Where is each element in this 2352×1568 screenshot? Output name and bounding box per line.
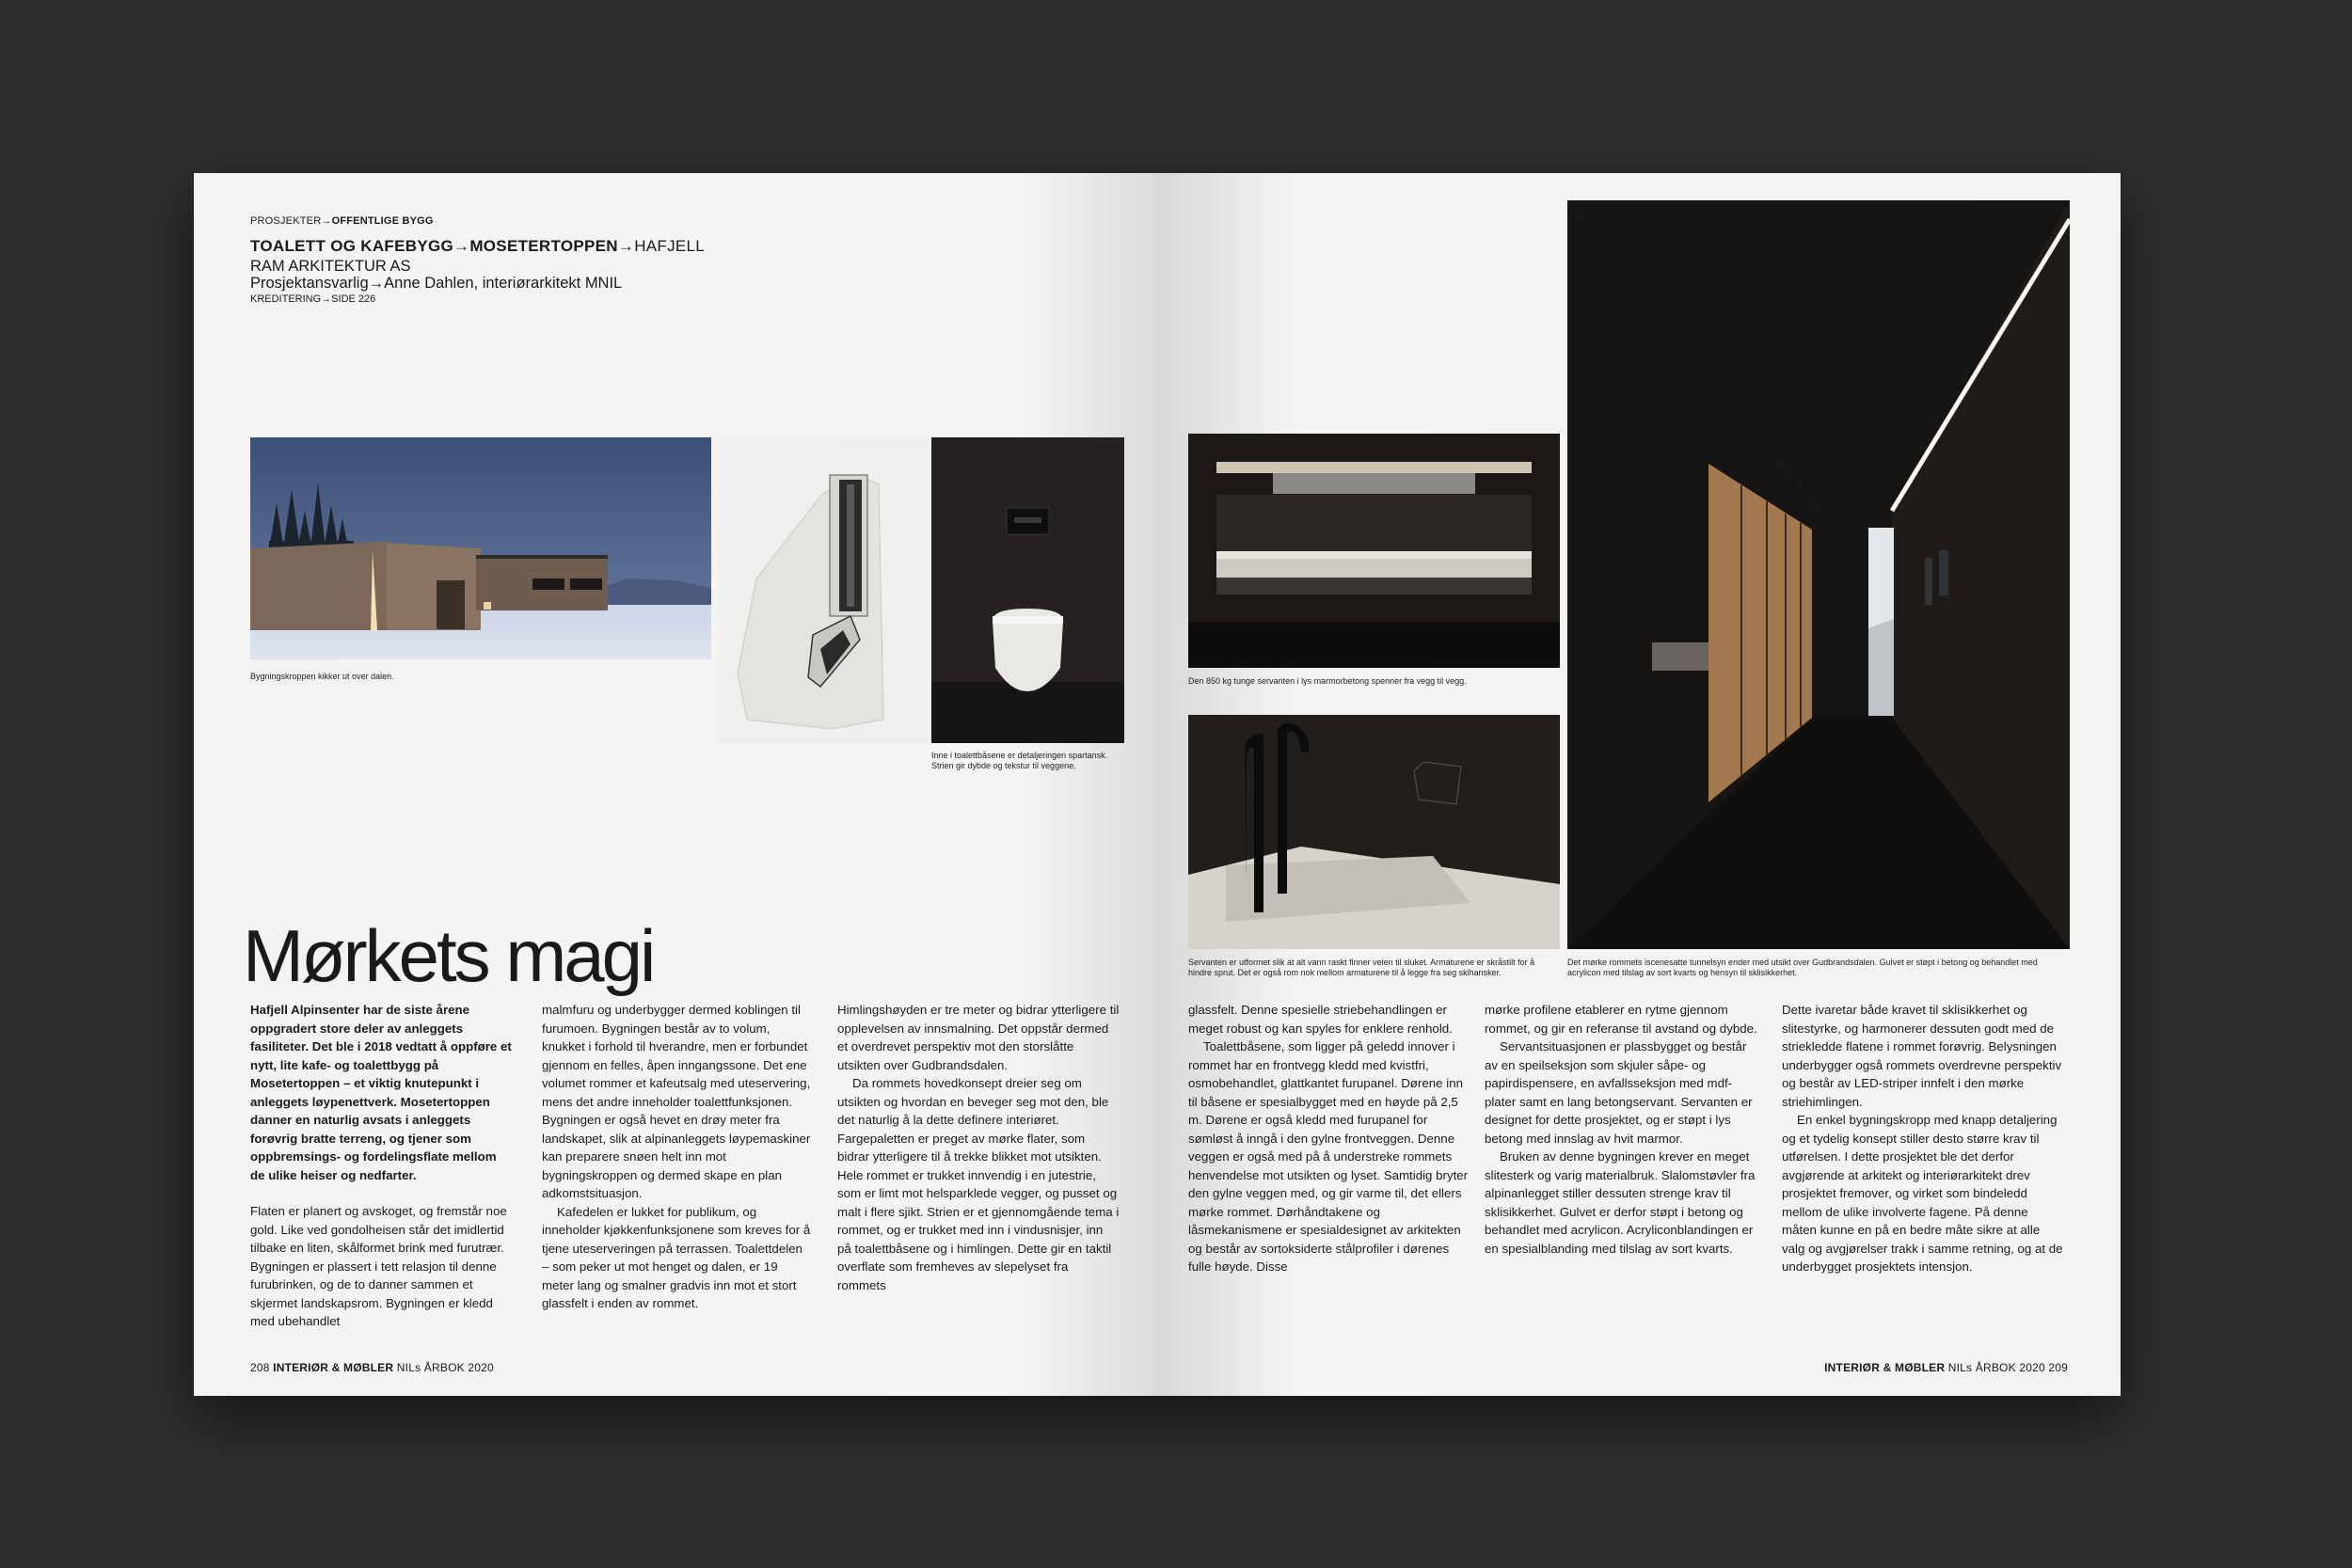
body-paragraph: mørke profilene etablerer en rytme gjennom rommet, og gir en referanse til avstand og dybde. [1485, 1003, 1757, 1036]
caption-sink: Den 850 kg tunge servanten i lys marmorbetong spenner fra vegg til vegg. [1188, 676, 1467, 686]
taps-illustration [1188, 715, 1560, 949]
caption-toilet: Inne i toalettbåsene er detaljeringen spartansk. Strien gir dybde og tekstur til veggene. [931, 751, 1108, 770]
right-folio [1824, 1361, 2068, 1374]
magazine-name: INTERIØR & MØBLER [1824, 1361, 1946, 1374]
washroom-illustration [1188, 434, 1560, 668]
kicker-arrow: → [321, 215, 332, 227]
body-paragraph: Da rommets hovedkonsept dreier seg om utsikten og hvordan en beveger seg mot den, ble det naturlig å la dette definere interiøret. Fargepaletten er preget av mørke flater, som bidrar ytterligere til å trekke blikket mot utsikten. Hele rommet er trukket innvendig i en jutestrie, som er limt mot helsparklede vegger, og pusset og malt i flere sjikt. Strien er et gjennomgående tema i rommet, og er trukket med inn i vindusnisjer, inn på toalettbåsene og i himlingen. Dette gir en taktil overflate som fremheves av slepelyset fra rommets [837, 1076, 1120, 1292]
left-page [194, 173, 1157, 1396]
text-column-2 [542, 1001, 811, 1313]
corridor-photo [1567, 200, 2070, 949]
text-column-5 [1485, 1001, 1762, 1258]
floor-plan-illustration [719, 437, 928, 743]
magazine-spread [194, 173, 2121, 1396]
body-paragraph: malmfuru og underbygger dermed koblingen til furumoen. Bygningen består av to volum, knukket i forhold til hverandre, men er forbundet gjennom en felles, åpen inngangssone. Det ene volumet rommer et kafeutsalg med uteservering, mens det andre inneholder toalettfunksjonen. Bygningen er også hevet en drøy meter fra landskapet, slik at alpinanleggets løypemaskiner kan preparere snøen helt inn mot bygningskroppen og dermed skape en plan adkomstsituasjon. [542, 1003, 811, 1200]
body-paragraph: Bruken av denne bygningen krever en meget slitesterk og varig materialbruk. Slalomstøvler fra alpinanlegget stiller dessuten strenge krav til sklisikkerhet. Gulvet er derfor støpt i betong og behandlet med acrylicon. Acryliconblandingen er en spesialblanding med tilslag av sort kvarts. [1485, 1149, 1756, 1256]
page-number: 209 [2048, 1361, 2068, 1374]
body-paragraph: En enkel bygningskropp med knapp detaljering og et tydelig konsept stiller desto større krav til utførelsen. I dette prosjektet ble det derfor avgjørende at arkitekt og interiørarkitekt drev prosjektet fremover, og virket som bindeledd mellom de ulike involverte fagene. På denne måten kunne en på en bedre måte sikre at alle valg og avgjørelser trakk i samme retning, og at de underbygget prosjektets intensjon. [1782, 1113, 2063, 1274]
project-responsible: Prosjektansvarlig→Anne Dahlen, interiørarkitekt MNIL [250, 275, 623, 292]
project-headline [250, 237, 705, 256]
credits-reference: KREDITERING→SIDE 226 [250, 293, 376, 305]
snowy-cabin-illustration [250, 437, 711, 659]
toilet-photo [931, 437, 1124, 743]
body-paragraph: Kafedelen er lukket for publikum, og inneholder kjøkkenfunksjonene som kreves for å tjene uteserveringen på terrassen. Toalettdelen – som peker ut mot henget og dalen, er 19 meter lang og smalner gradvis inn mot et stort glassfelt i enden av rommet. [542, 1204, 811, 1310]
left-folio [250, 1361, 494, 1374]
headline-part2: MOSETERTOPPEN [469, 237, 618, 255]
headline-part1: TOALETT OG KAFEBYGG [250, 237, 454, 255]
taps-photo [1188, 715, 1560, 949]
text-column-1 [250, 1001, 514, 1331]
exterior-photo [250, 437, 711, 659]
headline-part3: HAFJELL [634, 237, 706, 255]
headline-arrow: → [617, 237, 635, 255]
text-column-4 [1188, 1001, 1470, 1276]
body-paragraph: Dette ivaretar både kravet til sklisikkerhet og slitestyrke, og harmonerer dessuten godt med de striekledde flatene i rommet forøvrig. Belysningen underbygger også rommets overdrevne perspektiv og består av LED-striper innfelt i den mørke striehimlingen. [1782, 1003, 2062, 1109]
magazine-issue: NILs ÅRBOK 2020 [396, 1361, 494, 1374]
body-paragraph: Himlingshøyden er tre meter og bidrar ytterligere til opplevelsen av innsmalning. Det oppstår dermed et overdrevet perspektiv mot den storslåtte utsikten over Gudbrandsdalen. [837, 1003, 1120, 1072]
toilet-illustration [931, 437, 1124, 743]
sink-photo [1188, 434, 1560, 668]
floor-plan [719, 437, 928, 743]
architect-name: RAM ARKITEKTUR AS [250, 258, 411, 275]
article-title: Mørkets magi [243, 914, 654, 997]
body-paragraph: Servantsituasjonen er plassbygget og består av en speilseksjon som skjuler såpe- og papirdispensere, en avfallsseksjon med mdf-plater samt en lang betongservant. Servanten er designet for dette prosjektet, og er støpt i lys betong med innslag av hvit marmor. [1485, 1039, 1753, 1146]
body-paragraph: Toalettbåsene, som ligger på geledd innover i rommet har en frontvegg kledd med kvistfri, osmobehandlet, glattkantet furupanel. Dørene inn til båsene er spesialbygget med en høyde på 2,5 m. Dørene er også kledd med furupanel for sømløst å inngå i den gylne frontveggen. Denne veggen er også med på å understreke rommets henvendelse mot utsikten og lyset. Samtidig bryter den gylne veggen med, og gir varme til, det ellers mørke rommet. Dørhåndtakene og låsmekanismene er spesialdesignet av arkitekten og består av sortoksiderte stålprofiler i dørenes fulle høyde. Disse [1188, 1039, 1469, 1274]
caption-corridor: Det mørke rommets iscenesatte tunnelsyn ender med utsikt over Gudbrandsdalen. Gulvet er støpt i betong og behandlet med acrylicon med tilslag av sort kvarts og hensyn til sklisikkerhet. [1567, 958, 2038, 977]
right-page [1157, 173, 2121, 1396]
magazine-issue: NILs ÅRBOK 2020 [1947, 1361, 2045, 1374]
lead-paragraph: Hafjell Alpinsenter har de siste årene oppgradert store deler av anleggets fasiliteter. Det ble i 2018 vedtatt å oppføre et nytt, lite kafe- og toalettbygg på Mosetertoppen – et viktig knutepunkt i anleggets løypenettverk. Mosetertoppen danner en naturlig avsats i anleggets forøvrig bratte terreng, og tjener som oppbremsings- og fordelingsflate mellom de ulike heiser og nedfarter. [250, 1003, 512, 1182]
text-column-6 [1782, 1001, 2064, 1276]
body-paragraph: glassfelt. Denne spesielle striebehandlingen er meget robust og kan spyles for enklere renhold. [1188, 1003, 1453, 1036]
page-number: 208 [250, 1361, 270, 1374]
magazine-name: INTERIØR & MØBLER [273, 1361, 394, 1374]
kicker-prefix: PROSJEKTER [250, 215, 322, 227]
body-paragraph: Flaten er planert og avskoget, og fremstår noe gold. Like ved gondolheisen står det imidlertid tilbake en liten, skålformet brink med furutrær. Bygningen er plassert i tett relasjon til denne furubrinken, og de to danner sammen et skjermet landskapsrom. Bygningen er kledd med ubehandlet [250, 1204, 507, 1328]
headline-arrow: → [453, 237, 470, 255]
corridor-illustration [1567, 200, 2070, 949]
caption-taps: Servanten er utformet slik at alt vann raskt finner veien til sluket. Armaturene er skråstilt for å hindre sprut. Det er også rom nok mellom armaturene til å legge fra seg skihansker. [1188, 958, 1535, 977]
kicker-section: OFFENTLIGE BYGG [331, 215, 434, 227]
caption-exterior: Bygningskroppen kikker ut over dalen. [250, 672, 394, 681]
text-column-3 [837, 1001, 1120, 1294]
section-kicker [250, 215, 434, 227]
